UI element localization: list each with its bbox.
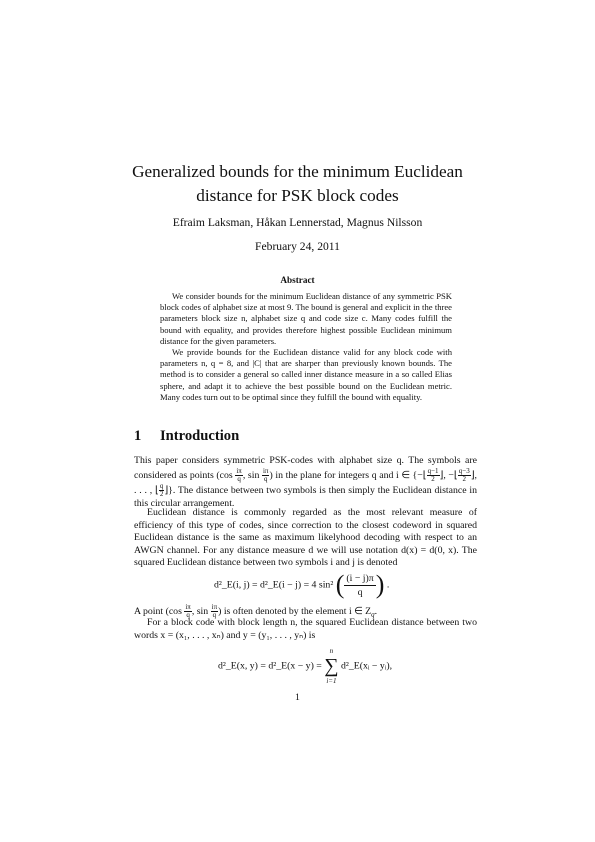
para1-text-d: i ∈ {−⌊ [396, 469, 427, 481]
para3-text-a: A point (cos [134, 605, 182, 617]
para2-text: Euclidean distance is commonly regarded as the most relevant measure of efficiency of this type of codes, since correction to the closest codeword in squared Euclidean distance is the same as maximum likelyhood decoding with respect to an AWGN channel. For any distance measure d we will use notation d(x) = d(0, x). The squared Euclidean distance between two symbols i and j is denoted [134, 507, 477, 569]
eq1-fraction: $\frac{(i - j)\pi}{q}$ [346, 572, 374, 598]
zq-subscript: q [371, 610, 375, 619]
paper-title [100, 160, 495, 208]
section-number: 1 [134, 428, 142, 444]
eq2-lhs: d²_E(x, y) = d²_E(x − y) = [218, 660, 322, 672]
abstract-paragraph-2: We provide bounds for the Euclidean distance valid for any block code with parameters n, q = 8, and |C| that are sharper than previously known bounds. The method is to consider a general so called inner distance measure in a so called Elias sphere, and adapt it to achieve the best possible bound on the Euclidean metric. Many codes turn out to be optimal since they fulfill the bound with equality. [160, 347, 452, 402]
page-number: 1 [295, 692, 300, 703]
summation-symbol: n ∑ i=1 [324, 647, 339, 685]
eq1-end: . [386, 579, 390, 591]
fraction-qm1-over-2: $\frac{q-1}{2}$ [427, 466, 439, 483]
para4-text: For a block code with block length n, the squared Euclidean distance between two words x = (x₁, . . . , xₙ) and y = (y₁, . . . , yₙ) is [134, 617, 477, 641]
fraction-qm3-over-2: $\frac{q-3}{2}$ [458, 466, 470, 483]
para1-text-f: ⌋, . . . , ⌊ [134, 469, 477, 496]
para1-text-c: ) in the plane for integers q and [269, 469, 394, 481]
para3-text-c: ) is often denoted by the element i ∈ Z [218, 605, 372, 617]
para1-text-a: This paper considers symmetric PSK-codes with alphabet size q. The symbols are considered as points (cos [134, 455, 477, 481]
title-line-1: Generalized bounds for the minimum Euclidean [132, 162, 463, 181]
author-list: Efraim Laksman, Håkan Lennerstad, Magnus Nilsson [172, 216, 423, 229]
abstract-paragraph-1: We consider bounds for the minimum Euclidean distance of any symmetric PSK block codes of alphabet size at most 9. The bound is general and explicit in the three parameters block size n, alphabet size q and code size c. Many codes fulfill the bound with equality, and provides therefore highest possible Euclidean minimum distance for the given parameters. [160, 291, 452, 346]
fraction-q-over-2: $\frac{q}{2}$ [159, 481, 164, 498]
intro-paragraph-2 [134, 507, 477, 570]
fraction-ipi-over-q: $\frac{i\pi}{q}$ [236, 466, 242, 483]
section-heading [134, 428, 239, 445]
section-title: Introduction [160, 428, 240, 444]
fraction-ipi-over-q-2: $\frac{i\pi}{q}$ [262, 466, 269, 483]
paper-date: February 24, 2011 [255, 240, 340, 253]
abstract-body [160, 291, 452, 403]
para1-text-b: , sin [242, 469, 260, 481]
abstract-heading: Abstract [280, 275, 315, 285]
eq1-lhs: d²_E(i, j) = d²_E(i − j) = 4 sin² [214, 579, 334, 591]
eq2-rhs: d²_E(xᵢ − yᵢ), [340, 660, 393, 672]
intro-paragraph-4 [134, 617, 477, 642]
para3-text-b: , sin [191, 605, 209, 617]
fraction-ipi-over-q-4: $\frac{i\pi}{q}$ [211, 603, 218, 619]
title-line-2: distance for PSK block codes [196, 186, 399, 205]
para1-text-g: ⌋}. The distance between two symbols is then simply the Euclidean distance in this circular arrangement. [134, 484, 477, 509]
equation-block-distance [218, 646, 392, 686]
para1-text-e: ⌋, −⌊ [439, 469, 458, 481]
intro-paragraph-1 [134, 455, 477, 510]
para3-text-d: . [374, 605, 378, 617]
equation-squared-euclidean: d²_E(i, j) = d²_E(i − j) = 4 sin² ( $\frac{(i - j)\pi}{q}$ ) . [214, 570, 390, 599]
fraction-ipi-over-q-3: $\frac{i\pi}{q}$ [185, 603, 191, 619]
